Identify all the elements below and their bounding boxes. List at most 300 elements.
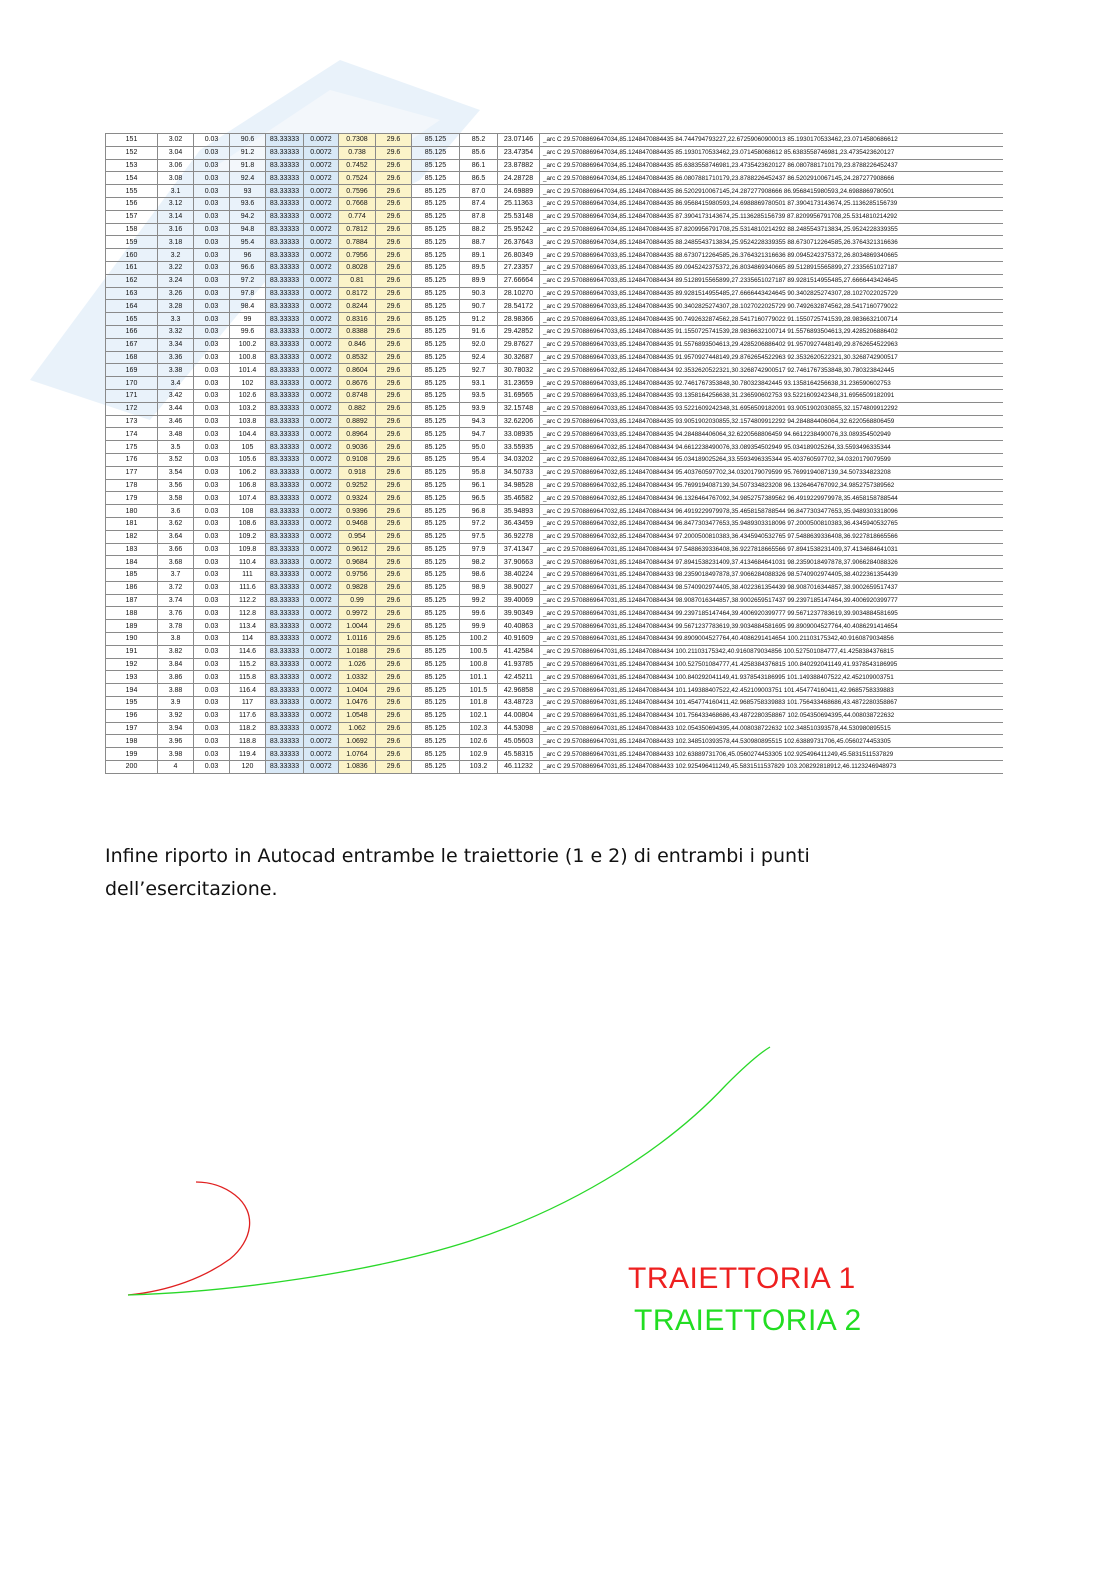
table-cell: 0.03 bbox=[194, 556, 230, 569]
table-cell: 3.36 bbox=[158, 351, 194, 364]
table-cell: 120 bbox=[230, 761, 266, 774]
table-cell: 85.125 bbox=[412, 530, 460, 543]
table-cell: 38.90027 bbox=[498, 581, 540, 594]
arc-command-cell: _arc C 29.5708869647031,85.1248470884434 99.8909004527764,40.4086291414654 100.21103175342,40.9160879034856 bbox=[540, 633, 1003, 646]
table-cell: 0.03 bbox=[194, 658, 230, 671]
table-cell: 0.774 bbox=[339, 210, 376, 223]
table-cell: 85.125 bbox=[412, 261, 460, 274]
table-cell: 0.03 bbox=[194, 697, 230, 710]
table-cell: 100.8 bbox=[460, 658, 498, 671]
table-cell: 90.3 bbox=[460, 287, 498, 300]
table-cell: 83.33333 bbox=[266, 415, 304, 428]
table-cell: 85.125 bbox=[412, 492, 460, 505]
table-cell: 85.125 bbox=[412, 300, 460, 313]
table-cell: 105.6 bbox=[230, 453, 266, 466]
table-cell: 85.125 bbox=[412, 735, 460, 748]
table-cell: 90.7 bbox=[460, 300, 498, 313]
table-cell: 3.04 bbox=[158, 146, 194, 159]
table-cell: 0.8172 bbox=[339, 287, 376, 300]
table-cell: 0.0072 bbox=[304, 709, 339, 722]
table-cell: 1.0692 bbox=[339, 735, 376, 748]
table-cell: 0.03 bbox=[194, 761, 230, 774]
table-cell: 29.6 bbox=[376, 261, 412, 274]
table-cell: 3.08 bbox=[158, 172, 194, 185]
table-cell: 83.33333 bbox=[266, 645, 304, 658]
arc-command-cell: _arc C 29.5708869647032,85.1248470884434 95.7699194087139,34.507334823208 96.1326464767092,34.9852757389562 bbox=[540, 479, 1003, 492]
table-cell: 92.4 bbox=[230, 172, 266, 185]
table-cell: 3.6 bbox=[158, 505, 194, 518]
arc-command-cell: _arc C 29.5708869647033,85.1248470884435 93.1358164256638,31.236590602753 93.5221609242348,31.6956509182091 bbox=[540, 389, 1003, 402]
arc-command-cell: _arc C 29.5708869647031,85.1248470884433 102.348510393578,44.530980895515 102.63889731706,45.0560274453305 bbox=[540, 735, 1003, 748]
table-cell: 91.8 bbox=[230, 159, 266, 172]
table-cell: 83.33333 bbox=[266, 441, 304, 454]
table-cell: 0.0072 bbox=[304, 287, 339, 300]
table-row bbox=[106, 594, 1003, 607]
table-row bbox=[106, 556, 1003, 569]
arc-command-cell: _arc C 29.5708869647032,85.1248470884434 96.8477303477653,35.9489303318096 97.2000500810383,36.4345940532765 bbox=[540, 517, 1003, 530]
arc-command-cell: _arc C 29.5708869647033,85.1248470884434 89.5128915565899,27.2335651027187 89.9281514955485,27.6666443424645 bbox=[540, 274, 1003, 287]
table-cell: 31.69565 bbox=[498, 389, 540, 402]
table-cell: 0.0072 bbox=[304, 607, 339, 620]
table-cell: 95.4 bbox=[230, 236, 266, 249]
table-cell: 0.0072 bbox=[304, 325, 339, 338]
table-cell: 3.62 bbox=[158, 517, 194, 530]
table-cell: 26.80349 bbox=[498, 249, 540, 262]
table-cell: 0.03 bbox=[194, 620, 230, 633]
arc-command-cell: _arc C 29.5708869647034,85.1248470884435 85.6383558746981,23.4735423620127 86.0807881710179,23.8788226452437 bbox=[540, 159, 1003, 172]
table-cell: 85.125 bbox=[412, 594, 460, 607]
table-cell: 118.8 bbox=[230, 735, 266, 748]
table-cell: 101.1 bbox=[460, 671, 498, 684]
table-cell: 97.2 bbox=[460, 517, 498, 530]
table-cell: 0.03 bbox=[194, 313, 230, 326]
table-cell: 0.03 bbox=[194, 466, 230, 479]
table-cell: 29.6 bbox=[376, 364, 412, 377]
table-cell: 0.0072 bbox=[304, 761, 339, 774]
table-cell: 42.96858 bbox=[498, 684, 540, 697]
table-cell: 83.33333 bbox=[266, 761, 304, 774]
table-row bbox=[106, 300, 1003, 313]
table-cell: 0.03 bbox=[194, 351, 230, 364]
table-row bbox=[106, 492, 1003, 505]
table-cell: 34.98528 bbox=[498, 479, 540, 492]
table-cell: 0.0072 bbox=[304, 415, 339, 428]
table-cell: 40.91609 bbox=[498, 633, 540, 646]
table-cell: 92.4 bbox=[460, 351, 498, 364]
table-cell: 29.6 bbox=[376, 249, 412, 262]
table-row bbox=[106, 236, 1003, 249]
table-cell: 93.6 bbox=[230, 197, 266, 210]
table-cell: 110.4 bbox=[230, 556, 266, 569]
table-cell: 91.2 bbox=[460, 313, 498, 326]
table-cell: 83.33333 bbox=[266, 620, 304, 633]
table-cell: 0.0072 bbox=[304, 146, 339, 159]
table-cell: 3.64 bbox=[158, 530, 194, 543]
table-cell: 0.0072 bbox=[304, 658, 339, 671]
table-row bbox=[106, 338, 1003, 351]
table-cell: 0.0072 bbox=[304, 249, 339, 262]
table-cell: 92.0 bbox=[460, 338, 498, 351]
table-cell: 44.53098 bbox=[498, 722, 540, 735]
table-cell: 85.125 bbox=[412, 313, 460, 326]
table-cell: 29.6 bbox=[376, 761, 412, 774]
table-row bbox=[106, 466, 1003, 479]
table-cell: 83.33333 bbox=[266, 428, 304, 441]
table-cell: 32.62206 bbox=[498, 415, 540, 428]
table-cell: 195 bbox=[106, 697, 158, 710]
table-cell: 0.0072 bbox=[304, 671, 339, 684]
table-cell: 89.1 bbox=[460, 249, 498, 262]
arc-command-cell: _arc C 29.5708869647034,85.1248470884435 87.8209956791708,25.5314810214292 88.2485543713834,25.9524228339355 bbox=[540, 223, 1003, 236]
table-cell: 107.4 bbox=[230, 492, 266, 505]
table-cell: 85.125 bbox=[412, 249, 460, 262]
table-cell: 39.90349 bbox=[498, 607, 540, 620]
table-cell: 85.125 bbox=[412, 223, 460, 236]
table-cell: 33.08935 bbox=[498, 428, 540, 441]
table-cell: 42.45211 bbox=[498, 671, 540, 684]
table-cell: 29.6 bbox=[376, 735, 412, 748]
table-cell: 83.33333 bbox=[266, 197, 304, 210]
table-cell: 3.76 bbox=[158, 607, 194, 620]
table-cell: 0.03 bbox=[194, 185, 230, 198]
table-cell: 93 bbox=[230, 185, 266, 198]
table-cell: 0.03 bbox=[194, 197, 230, 210]
table-cell: 3.14 bbox=[158, 210, 194, 223]
table-cell: 34.03202 bbox=[498, 453, 540, 466]
table-cell: 3.16 bbox=[158, 223, 194, 236]
table-cell: 29.6 bbox=[376, 172, 412, 185]
data-table-container bbox=[105, 133, 1002, 774]
table-cell: 99.6 bbox=[230, 325, 266, 338]
table-cell: 0.0072 bbox=[304, 581, 339, 594]
table-cell: 3.98 bbox=[158, 748, 194, 761]
table-cell: 83.33333 bbox=[266, 261, 304, 274]
table-cell: 97.8 bbox=[230, 287, 266, 300]
table-cell: 0.9108 bbox=[339, 453, 376, 466]
table-cell: 164 bbox=[106, 300, 158, 313]
table-cell: 0.03 bbox=[194, 492, 230, 505]
table-cell: 83.33333 bbox=[266, 709, 304, 722]
table-cell: 85.125 bbox=[412, 364, 460, 377]
table-cell: 0.03 bbox=[194, 300, 230, 313]
table-cell: 151 bbox=[106, 134, 158, 147]
table-cell: 102 bbox=[230, 377, 266, 390]
table-cell: 83.33333 bbox=[266, 351, 304, 364]
table-row bbox=[106, 658, 1003, 671]
table-cell: 37.90663 bbox=[498, 556, 540, 569]
table-cell: 85.125 bbox=[412, 709, 460, 722]
table-cell: 28.98366 bbox=[498, 313, 540, 326]
table-cell: 85.125 bbox=[412, 197, 460, 210]
table-cell: 101.4 bbox=[230, 364, 266, 377]
body-paragraph bbox=[105, 840, 1005, 906]
table-cell: 1.0404 bbox=[339, 684, 376, 697]
table-cell: 111.6 bbox=[230, 581, 266, 594]
table-cell: 0.03 bbox=[194, 735, 230, 748]
table-cell: 29.6 bbox=[376, 607, 412, 620]
table-cell: 3.02 bbox=[158, 134, 194, 147]
table-row bbox=[106, 210, 1003, 223]
table-cell: 85.125 bbox=[412, 620, 460, 633]
arc-command-cell: _arc C 29.5708869647031,85.1248470884434 98.5740902974405,38.4022361354439 98.9087016344857,38.9002659517437 bbox=[540, 581, 1003, 594]
arc-command-cell: _arc C 29.5708869647031,85.1248470884434 100.527501084777,41.4258384376815 100.840292041149,41.9378543186995 bbox=[540, 658, 1003, 671]
table-row bbox=[106, 146, 1003, 159]
table-cell: 0.0072 bbox=[304, 261, 339, 274]
table-cell: 3.38 bbox=[158, 364, 194, 377]
table-cell: 46.11232 bbox=[498, 761, 540, 774]
table-cell: 29.6 bbox=[376, 402, 412, 415]
table-cell: 91.2 bbox=[230, 146, 266, 159]
table-cell: 29.6 bbox=[376, 197, 412, 210]
table-cell: 23.07146 bbox=[498, 134, 540, 147]
table-cell: 0.03 bbox=[194, 415, 230, 428]
table-cell: 3.58 bbox=[158, 492, 194, 505]
arc-command-cell: _arc C 29.5708869647031,85.1248470884434 100.840292041149,41.9378543186995 101.149388407522,42.452109003751 bbox=[540, 671, 1003, 684]
table-cell: 167 bbox=[106, 338, 158, 351]
table-cell: 0.0072 bbox=[304, 274, 339, 287]
table-cell: 3.7 bbox=[158, 569, 194, 582]
table-cell: 83.33333 bbox=[266, 492, 304, 505]
table-cell: 180 bbox=[106, 505, 158, 518]
table-cell: 0.0072 bbox=[304, 159, 339, 172]
table-cell: 112.8 bbox=[230, 607, 266, 620]
table-cell: 0.0072 bbox=[304, 402, 339, 415]
arc-command-cell: _arc C 29.5708869647033,85.1248470884435 93.5221609242348,31.6956509182091 93.9051902030855,32.1574809912292 bbox=[540, 402, 1003, 415]
table-row bbox=[106, 364, 1003, 377]
table-cell: 0.0072 bbox=[304, 389, 339, 402]
table-cell: 83.33333 bbox=[266, 684, 304, 697]
table-cell: 83.33333 bbox=[266, 210, 304, 223]
table-cell: 85.125 bbox=[412, 210, 460, 223]
table-cell: 91.6 bbox=[460, 325, 498, 338]
table-cell: 0.0072 bbox=[304, 543, 339, 556]
table-cell: 104.4 bbox=[230, 428, 266, 441]
arc-command-cell: _arc C 29.5708869647031,85.1248470884434 101.756433468686,43.4872280358867 102.054350694395,44.008038722632 bbox=[540, 709, 1003, 722]
table-cell: 32.15748 bbox=[498, 402, 540, 415]
table-cell: 176 bbox=[106, 453, 158, 466]
table-row bbox=[106, 645, 1003, 658]
table-cell: 97.5 bbox=[460, 530, 498, 543]
table-cell: 85.125 bbox=[412, 633, 460, 646]
table-row bbox=[106, 543, 1003, 556]
table-cell: 0.846 bbox=[339, 338, 376, 351]
table-cell: 85.125 bbox=[412, 466, 460, 479]
table-row bbox=[106, 351, 1003, 364]
table-cell: 34.50733 bbox=[498, 466, 540, 479]
arc-command-cell: _arc C 29.5708869647033,85.1248470884435 92.7461767353848,30.780323842445 93.1358164256638,31.236590602753 bbox=[540, 377, 1003, 390]
arc-command-cell: _arc C 29.5708869647033,85.1248470884435 93.9051902030855,32.1574809912292 94.284884406064,32.6220568806459 bbox=[540, 415, 1003, 428]
table-row bbox=[106, 453, 1003, 466]
table-cell: 3.84 bbox=[158, 658, 194, 671]
table-cell: 0.0072 bbox=[304, 556, 339, 569]
table-cell: 87.0 bbox=[460, 185, 498, 198]
table-cell: 158 bbox=[106, 223, 158, 236]
table-cell: 0.9252 bbox=[339, 479, 376, 492]
table-cell: 24.69889 bbox=[498, 185, 540, 198]
table-cell: 35.46582 bbox=[498, 492, 540, 505]
table-cell: 3.2 bbox=[158, 249, 194, 262]
table-cell: 93.9 bbox=[460, 402, 498, 415]
table-cell: 83.33333 bbox=[266, 517, 304, 530]
arc-command-cell: _arc C 29.5708869647032,85.1248470884434 95.403760597702,34.0320179079599 95.7699194087139,34.507334823208 bbox=[540, 466, 1003, 479]
table-cell: 0.0072 bbox=[304, 684, 339, 697]
table-cell: 184 bbox=[106, 556, 158, 569]
table-cell: 0.0072 bbox=[304, 620, 339, 633]
table-cell: 0.0072 bbox=[304, 722, 339, 735]
table-row bbox=[106, 569, 1003, 582]
table-cell: 28.54172 bbox=[498, 300, 540, 313]
table-cell: 85.125 bbox=[412, 172, 460, 185]
table-cell: 87.8 bbox=[460, 210, 498, 223]
table-cell: 83.33333 bbox=[266, 466, 304, 479]
table-cell: 29.42852 bbox=[498, 325, 540, 338]
table-cell: 83.33333 bbox=[266, 453, 304, 466]
arc-data-table bbox=[105, 133, 1003, 774]
table-cell: 29.6 bbox=[376, 479, 412, 492]
table-cell: 85.125 bbox=[412, 761, 460, 774]
legend-trajectory-1: TRAIETTORIA 1 bbox=[628, 1262, 856, 1295]
table-cell: 85.125 bbox=[412, 684, 460, 697]
table-cell: 83.33333 bbox=[266, 735, 304, 748]
table-cell: 0.03 bbox=[194, 441, 230, 454]
table-row bbox=[106, 607, 1003, 620]
table-cell: 83.33333 bbox=[266, 581, 304, 594]
table-cell: 191 bbox=[106, 645, 158, 658]
table-cell: 40.40863 bbox=[498, 620, 540, 633]
table-row bbox=[106, 581, 1003, 594]
table-cell: 0.03 bbox=[194, 236, 230, 249]
table-cell: 0.8532 bbox=[339, 351, 376, 364]
table-cell: 161 bbox=[106, 261, 158, 274]
table-cell: 0.9756 bbox=[339, 569, 376, 582]
table-cell: 196 bbox=[106, 709, 158, 722]
table-cell: 0.0072 bbox=[304, 134, 339, 147]
table-cell: 3.92 bbox=[158, 709, 194, 722]
table-row bbox=[106, 722, 1003, 735]
table-cell: 115.2 bbox=[230, 658, 266, 671]
table-cell: 3.5 bbox=[158, 441, 194, 454]
table-cell: 0.8604 bbox=[339, 364, 376, 377]
table-cell: 39.40069 bbox=[498, 594, 540, 607]
table-cell: 0.738 bbox=[339, 146, 376, 159]
arc-command-cell: _arc C 29.5708869647031,85.1248470884434 97.5488639336408,36.9227818665566 97.8941538231409,37.4134684641031 bbox=[540, 543, 1003, 556]
table-cell: 3.52 bbox=[158, 453, 194, 466]
table-cell: 0.7308 bbox=[339, 134, 376, 147]
table-cell: 29.6 bbox=[376, 313, 412, 326]
table-cell: 98.9 bbox=[460, 581, 498, 594]
table-cell: 152 bbox=[106, 146, 158, 159]
table-cell: 102.1 bbox=[460, 709, 498, 722]
table-cell: 98.4 bbox=[230, 300, 266, 313]
table-cell: 0.0072 bbox=[304, 210, 339, 223]
table-cell: 85.125 bbox=[412, 658, 460, 671]
table-row bbox=[106, 748, 1003, 761]
table-row bbox=[106, 325, 1003, 338]
table-cell: 199 bbox=[106, 748, 158, 761]
table-row bbox=[106, 530, 1003, 543]
table-cell: 0.9324 bbox=[339, 492, 376, 505]
table-row bbox=[106, 197, 1003, 210]
table-cell: 162 bbox=[106, 274, 158, 287]
table-cell: 85.125 bbox=[412, 274, 460, 287]
table-cell: 0.03 bbox=[194, 543, 230, 556]
table-cell: 3.1 bbox=[158, 185, 194, 198]
table-cell: 194 bbox=[106, 684, 158, 697]
table-cell: 100.8 bbox=[230, 351, 266, 364]
table-cell: 94.2 bbox=[230, 210, 266, 223]
table-cell: 83.33333 bbox=[266, 146, 304, 159]
arc-command-cell: _arc C 29.5708869647033,85.1248470884435 94.284884406064,32.6220568806459 94.6612238490076,33.089354502949 bbox=[540, 428, 1003, 441]
table-cell: 95.0 bbox=[460, 441, 498, 454]
table-cell: 28.10270 bbox=[498, 287, 540, 300]
table-row bbox=[106, 684, 1003, 697]
table-row bbox=[106, 223, 1003, 236]
table-row bbox=[106, 479, 1003, 492]
table-cell: 0.0072 bbox=[304, 569, 339, 582]
arc-command-cell: _arc C 29.5708869647031,85.1248470884434 101.149388407522,42.452109003751 101.454774160411,42.9685758339883 bbox=[540, 684, 1003, 697]
table-cell: 85.125 bbox=[412, 479, 460, 492]
table-cell: 115.8 bbox=[230, 671, 266, 684]
table-cell: 0.0072 bbox=[304, 172, 339, 185]
table-cell: 0.7884 bbox=[339, 236, 376, 249]
table-cell: 4 bbox=[158, 761, 194, 774]
table-cell: 0.9684 bbox=[339, 556, 376, 569]
table-cell: 0.0072 bbox=[304, 492, 339, 505]
table-cell: 29.6 bbox=[376, 633, 412, 646]
table-cell: 0.8388 bbox=[339, 325, 376, 338]
table-cell: 0.9828 bbox=[339, 581, 376, 594]
table-cell: 29.6 bbox=[376, 185, 412, 198]
table-cell: 29.6 bbox=[376, 517, 412, 530]
table-cell: 0.03 bbox=[194, 338, 230, 351]
table-cell: 83.33333 bbox=[266, 658, 304, 671]
arc-command-cell: _arc C 29.5708869647034,85.1248470884435 88.2485543713834,25.9524228339355 88.6730712264585,26.3764321316636 bbox=[540, 236, 1003, 249]
arc-command-cell: _arc C 29.5708869647034,85.1248470884435 87.3904173143674,25.1136285156739 87.8209956791708,25.5314810214292 bbox=[540, 210, 1003, 223]
table-cell: 3.74 bbox=[158, 594, 194, 607]
table-cell: 0.0072 bbox=[304, 645, 339, 658]
table-cell: 85.125 bbox=[412, 453, 460, 466]
table-cell: 94.8 bbox=[230, 223, 266, 236]
table-cell: 29.6 bbox=[376, 722, 412, 735]
table-cell: 97.2 bbox=[230, 274, 266, 287]
table-cell: 0.9036 bbox=[339, 441, 376, 454]
table-cell: 85.125 bbox=[412, 505, 460, 518]
table-cell: 86.5 bbox=[460, 172, 498, 185]
table-cell: 113.4 bbox=[230, 620, 266, 633]
arc-command-cell: _arc C 29.5708869647034,85.1248470884435 86.9568415980593,24.6988869780501 87.3904173143674,25.1136285156739 bbox=[540, 197, 1003, 210]
arc-command-cell: _arc C 29.5708869647032,85.1248470884434 95.034189025264,33.5593496335344 95.403760597702,34.0320179079599 bbox=[540, 453, 1003, 466]
table-cell: 0.8892 bbox=[339, 415, 376, 428]
table-cell: 83.33333 bbox=[266, 159, 304, 172]
table-cell: 29.6 bbox=[376, 671, 412, 684]
table-cell: 0.03 bbox=[194, 709, 230, 722]
table-cell: 198 bbox=[106, 735, 158, 748]
table-cell: 0.9468 bbox=[339, 517, 376, 530]
table-cell: 102.9 bbox=[460, 748, 498, 761]
table-cell: 111 bbox=[230, 569, 266, 582]
table-cell: 0.0072 bbox=[304, 364, 339, 377]
table-cell: 0.954 bbox=[339, 530, 376, 543]
table-cell: 0.0072 bbox=[304, 185, 339, 198]
table-cell: 100.2 bbox=[460, 633, 498, 646]
table-cell: 3.4 bbox=[158, 377, 194, 390]
table-cell: 172 bbox=[106, 402, 158, 415]
table-cell: 29.6 bbox=[376, 146, 412, 159]
table-cell: 93.5 bbox=[460, 389, 498, 402]
table-cell: 185 bbox=[106, 569, 158, 582]
table-cell: 114.6 bbox=[230, 645, 266, 658]
table-cell: 1.0764 bbox=[339, 748, 376, 761]
